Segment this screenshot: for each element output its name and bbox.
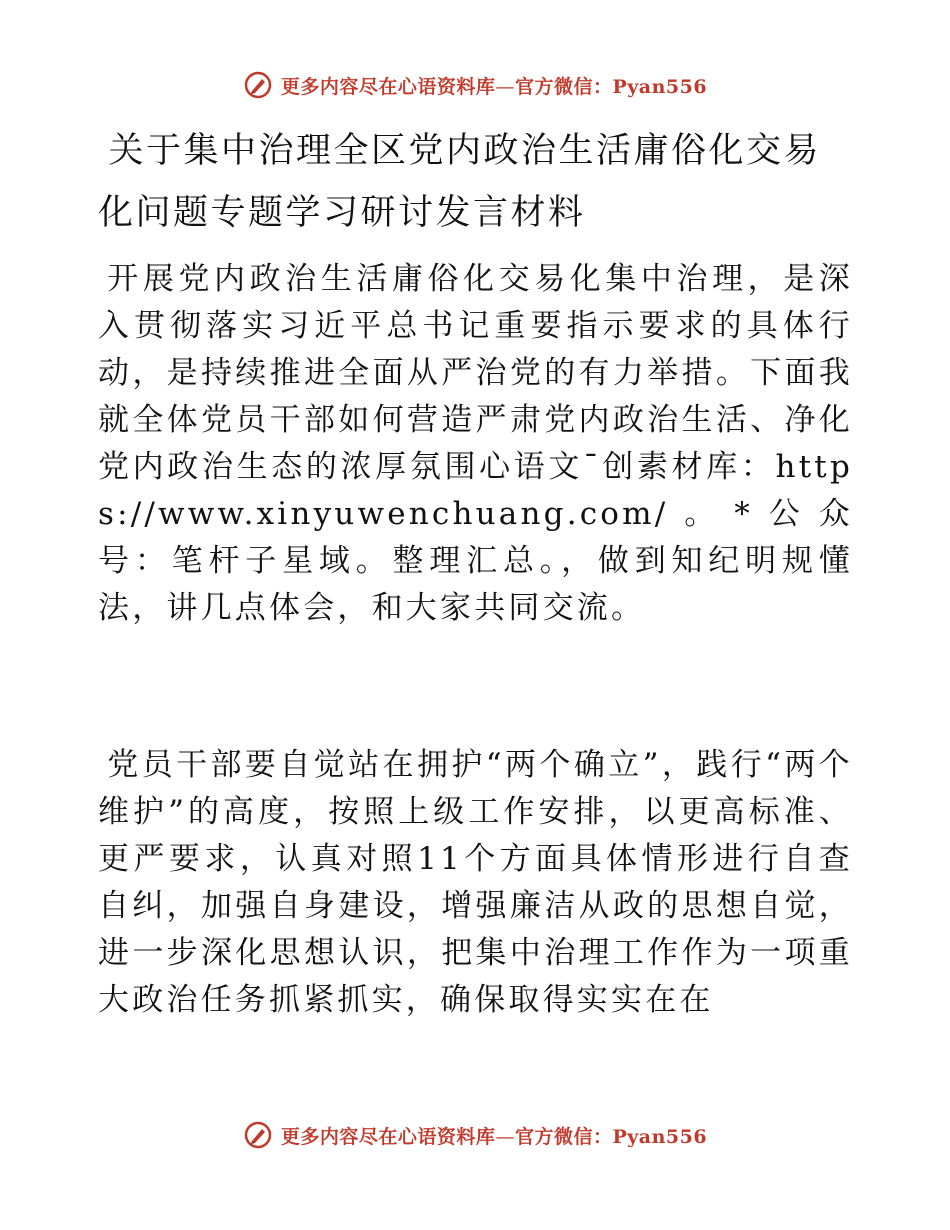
banner-text [281,72,707,99]
pen-logo-icon [243,1120,273,1150]
banner-contact: 官方微信：Pyan556 [514,1125,708,1148]
footer-watermark-banner [0,1120,950,1150]
paragraph-1: 开展党内政治生活庸俗化交易化集中治理，是深入贯彻落实习近平总书记重要指示要求的具体行动，是持续推进全面从严治党的有力举措。下面我就全体党员干部如何营造严肃党内政治生活、净化党内政治生态的浓厚氛围心语文¯创素材库：https://www.xinyuwenchuang.com/。*公众号：笔杆子星域。整理汇总。，做到知纪明规懂法，讲几点体会，和大家共同交流。 [98,261,853,626]
banner-separator: — [495,75,515,98]
banner-brand: 更多内容尽在心语资料库 [280,75,496,98]
banner-separator: — [495,1125,515,1148]
banner-brand: 更多内容尽在心语资料库 [280,1125,496,1148]
document-title: 关于集中治理全区党内政治生活庸俗化交易化问题专题学习研讨发言材料 [98,131,822,233]
pen-logo-icon [243,70,273,100]
header-watermark-banner [0,70,950,100]
banner-text [281,1122,707,1149]
banner-contact: 官方微信：Pyan556 [514,75,708,98]
paragraph-2: 党员干部要自觉站在拥护“两个确立”，践行“两个维护”的高度，按照上级工作安排，以更高标准、更严要求，认真对照11个方面具体情形进行自查自纠，加强自身建设，增强廉洁从政的思想自觉，进一步深化思想认识，把集中治理工作作为一项重大政治任务抓紧抓实，确保取得实实在在 [98,747,853,1018]
